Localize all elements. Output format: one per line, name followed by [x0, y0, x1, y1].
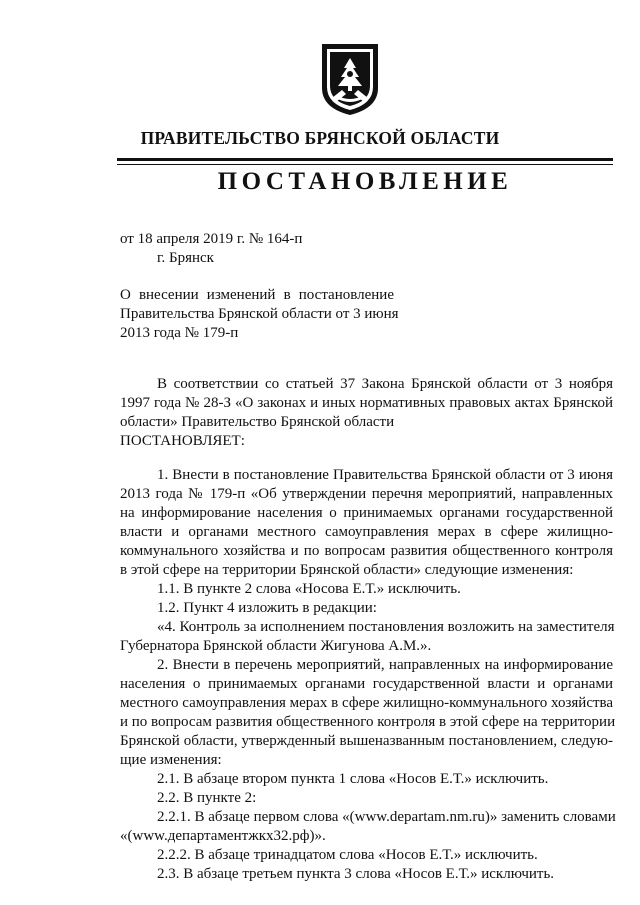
bryansk-coat-of-arms-emblem — [318, 40, 382, 118]
body-line: Губернатора Брянской области Жигунова А.М.». — [120, 638, 432, 654]
preamble-line: области» Правительство Брянской области — [120, 414, 395, 430]
body-line: 2.2.1. В абзаце первом слова «(www.departam.nm.ru)» заменить словами — [157, 809, 616, 825]
subject-line: 2013 года № 179-п — [120, 325, 239, 341]
header-rule-thick — [117, 158, 613, 161]
body-line: в этой сфере на территории Брянской области» следующие изменения: — [120, 562, 574, 578]
body-line: местного самоуправления мерах в сфере жилищно-коммунального хозяйства — [120, 695, 614, 711]
body-line: «4. Контроль за исполнением постановления возложить на заместителя — [157, 619, 615, 635]
body-line: 2.2. В пункте 2: — [157, 790, 257, 806]
body-line: 1.1. В пункте 2 слова «Носова Е.Т.» исключить. — [157, 581, 461, 597]
resolves-heading: ПОСТАНОВЛЯЕТ: — [120, 433, 245, 449]
body-line: щие изменения: — [120, 752, 222, 768]
body-line: 2.3. В абзаце третьем пункта 3 слова «Носов Е.Т.» исключить. — [157, 866, 555, 882]
date-number-line: от 18 апреля 2019 г. № 164-п — [120, 231, 303, 247]
preamble-line: 1997 года № 28-З «О законах и иных нормативных правовых актах Брянской — [120, 395, 613, 411]
body-line: власти и органами местного самоуправления мерах в сфере жилищно- — [120, 524, 613, 540]
organization-title: ПРАВИТЕЛЬСТВО БРЯНСКОЙ ОБЛАСТИ — [140, 128, 500, 148]
city-line: г. Брянск — [157, 250, 214, 266]
body-line: 1.2. Пункт 4 изложить в редакции: — [157, 600, 377, 616]
body-line: 2.2.2. В абзаце тринадцатом слова «Носов Е.Т.» исключить. — [157, 847, 538, 863]
body-line: населения о принимаемых органами государственной власти и органами — [120, 676, 613, 692]
preamble-line: В соответствии со статьей 37 Закона Брянской области от 3 ноября — [157, 376, 613, 392]
body-line: 2. Внести в перечень мероприятий, направленных на информирование — [157, 657, 613, 673]
body-line: 2.1. В абзаце втором пункта 1 слова «Носов Е.Т.» исключить. — [157, 771, 549, 787]
document-type-title: ПОСТАНОВЛЕНИЕ — [217, 168, 513, 195]
subject-line: О внесении изменений в постановление — [120, 287, 394, 303]
subject-line: Правительства Брянской области от 3 июня — [120, 306, 399, 322]
body-line: Брянской области, утвержденный вышеназванным постановлением, следую- — [120, 733, 613, 749]
body-line: и по вопросам развития общественного контроля в этой сфере на территории — [120, 714, 616, 730]
body-line: коммунального хозяйства и по вопросам развития общественного контроля — [120, 543, 613, 559]
header-rule-thin — [117, 164, 613, 165]
body-line: «(www.департаментжкх32.рф)». — [120, 828, 326, 844]
body-line: 2013 года № 179-п «Об утверждении перечня мероприятий, направленных — [120, 486, 613, 502]
body-line: на информирование населения о принимаемых органами государственной — [120, 505, 613, 521]
body-line: 1. Внести в постановление Правительства Брянской области от 3 июня — [157, 467, 613, 483]
